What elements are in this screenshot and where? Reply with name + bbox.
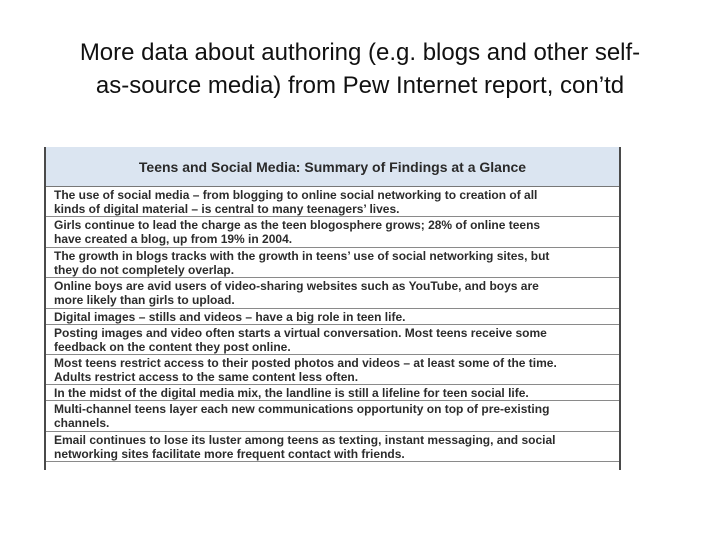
row-text-line-2: networking sites facilitate more frequent contact with friends. bbox=[54, 446, 405, 461]
slide-title-line-2: as-source media) from Pew Internet report, con’td bbox=[95, 72, 625, 99]
table-row bbox=[46, 187, 619, 217]
row-text-line-1: Digital images – stills and videos – have a big role in teen life. bbox=[54, 309, 406, 324]
table-bottom-spacer bbox=[46, 462, 619, 470]
table-header: Teens and Social Media: Summary of Findings at a Glance bbox=[46, 147, 619, 187]
row-text-line-2: feedback on the content they post online. bbox=[54, 339, 291, 354]
slide-title-line-1: More data about authoring (e.g. blogs and other self- bbox=[79, 39, 641, 66]
table-row bbox=[46, 355, 619, 385]
row-text-line-2: Adults restrict access to the same content less often. bbox=[54, 369, 359, 384]
table-row bbox=[46, 401, 619, 431]
row-text-line-1: Email continues to lose its luster among teens as texting, instant messaging, and social bbox=[54, 432, 556, 447]
findings-table bbox=[44, 147, 621, 470]
row-text-line-1: Most teens restrict access to their posted photos and videos – at least some of the time. bbox=[54, 355, 557, 370]
row-text-line-1: Multi-channel teens layer each new communications opportunity on top of pre-existing bbox=[54, 402, 550, 417]
row-text-line-1: Posting images and video often starts a virtual conversation. Most teens receive some bbox=[54, 325, 547, 340]
row-text-line-2: more likely than girls to upload. bbox=[54, 293, 235, 308]
row-text-line-2: channels. bbox=[54, 416, 110, 431]
row-text-line-1: Online boys are avid users of video-sharing websites such as YouTube, and boys are bbox=[54, 279, 539, 294]
row-text-line-1: Girls continue to lead the charge as the teen blogosphere grows; 28% of online teens bbox=[54, 218, 541, 233]
table-row bbox=[46, 309, 619, 325]
table-row bbox=[46, 278, 619, 308]
row-text-line-1: The growth in blogs tracks with the growth in teens’ use of social networking sites, but bbox=[54, 248, 550, 263]
slide-title bbox=[0, 36, 720, 102]
row-text-line-2: kinds of digital material – is central to many teenagers’ lives. bbox=[54, 202, 400, 216]
row-text-line-2: have created a blog, up from 19% in 2004. bbox=[54, 232, 293, 247]
table-row bbox=[46, 432, 619, 462]
table-row bbox=[46, 325, 619, 355]
table-row bbox=[46, 248, 619, 278]
table-row bbox=[46, 385, 619, 401]
table-row bbox=[46, 217, 619, 247]
row-text-line-2: they do not completely overlap. bbox=[54, 262, 235, 277]
row-text-line-1: The use of social media – from blogging to online social networking to creation of all bbox=[54, 188, 538, 202]
row-text-line-1: In the midst of the digital media mix, the landline is still a lifeline for teen social life. bbox=[54, 386, 529, 401]
